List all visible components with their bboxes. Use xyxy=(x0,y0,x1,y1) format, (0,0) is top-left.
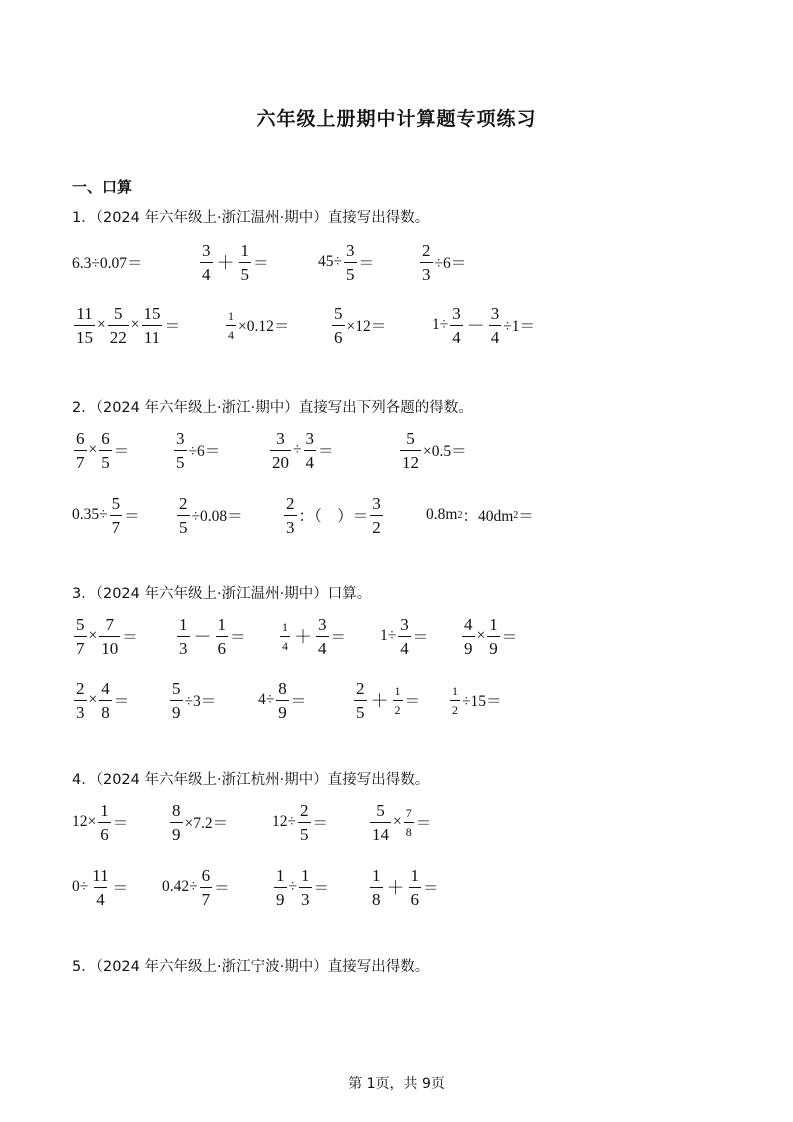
expression-row xyxy=(0,490,793,540)
expression xyxy=(175,490,243,540)
numerator: 5 xyxy=(76,614,85,634)
numerator: 2 xyxy=(422,240,431,260)
denominator: 9 xyxy=(274,887,287,908)
denominator: 4 xyxy=(316,636,329,657)
fraction xyxy=(409,867,422,908)
expression xyxy=(72,425,129,475)
expression xyxy=(72,675,129,725)
expression-text: 4÷ xyxy=(258,691,275,708)
expression xyxy=(198,237,269,287)
numerator: 3 xyxy=(305,428,315,448)
expression xyxy=(368,862,439,912)
expression-row xyxy=(0,237,793,287)
expression-text: ×7.2＝ xyxy=(184,815,229,832)
denominator: 9 xyxy=(170,700,183,721)
expression-row xyxy=(0,675,793,725)
expression-text: × xyxy=(88,691,98,708)
denominator: 4 xyxy=(398,636,411,657)
denominator: 5 xyxy=(298,822,311,843)
denominator: 12 xyxy=(400,450,421,471)
expression-text: ＝ xyxy=(112,815,129,832)
expression xyxy=(418,237,466,287)
numerator: 6 xyxy=(201,865,211,885)
numerator: 2 xyxy=(76,678,85,698)
denominator: 4 xyxy=(489,325,502,346)
expression-text: ＝ xyxy=(415,815,432,832)
fraction xyxy=(98,802,111,843)
denominator: 4 xyxy=(200,262,213,283)
numerator: 7 xyxy=(405,805,412,820)
denominator: 4 xyxy=(226,325,236,341)
fraction xyxy=(177,616,190,657)
numerator: 5 xyxy=(376,800,385,820)
expression xyxy=(72,300,180,350)
denominator: 9 xyxy=(170,822,183,843)
fraction xyxy=(226,310,236,341)
fraction xyxy=(462,616,475,657)
numerator: 7 xyxy=(105,614,114,634)
denominator: 2 xyxy=(370,515,383,536)
denominator: 6 xyxy=(409,887,422,908)
fraction xyxy=(370,495,383,536)
expression-text: × xyxy=(97,316,106,333)
expression xyxy=(258,675,306,725)
fraction xyxy=(177,495,190,536)
fraction xyxy=(344,242,357,283)
denominator: 9 xyxy=(276,700,289,721)
expression xyxy=(72,611,138,661)
expression xyxy=(272,862,329,912)
denominator: 14 xyxy=(370,822,391,843)
expression-text: ＝ xyxy=(318,443,334,460)
expression-text: ＝ xyxy=(313,880,330,897)
expression-text: ÷15＝ xyxy=(462,693,502,710)
operator: ＋ xyxy=(216,253,235,273)
denominator: 3 xyxy=(299,887,312,908)
numerator: 1 xyxy=(100,800,109,820)
expression xyxy=(380,611,428,661)
expression-text: ：（ ）＝ xyxy=(298,508,369,525)
expression xyxy=(224,300,289,350)
question-label: 1．（2024 年六年级上·浙江温州·期中）直接写出得数。 xyxy=(72,210,430,226)
fraction xyxy=(99,616,120,657)
fraction xyxy=(304,430,317,471)
expression-text: × xyxy=(393,813,402,830)
numerator: 3 xyxy=(318,614,327,634)
operator: － xyxy=(466,316,485,336)
numerator: 8 xyxy=(278,678,287,698)
operator: － xyxy=(193,627,212,647)
numerator: 5 xyxy=(406,428,415,448)
denominator: 7 xyxy=(200,887,213,908)
expression xyxy=(72,862,128,912)
numerator: 5 xyxy=(334,303,343,323)
numerator: 1 xyxy=(228,308,234,323)
expression-row xyxy=(0,611,793,661)
expression xyxy=(282,490,385,540)
numerator: 3 xyxy=(346,240,355,260)
denominator: 3 xyxy=(177,636,190,657)
expression-text: ＝ xyxy=(290,693,307,710)
expression-text: 12÷ xyxy=(272,813,297,830)
fraction xyxy=(110,495,123,536)
numerator: 6 xyxy=(101,428,110,448)
fraction xyxy=(450,305,463,346)
expression-text: ＝ xyxy=(122,629,138,646)
fraction xyxy=(239,242,252,283)
denominator: 6 xyxy=(98,822,111,843)
numerator: 1 xyxy=(301,865,310,885)
expression-text: × xyxy=(88,441,98,458)
operator: ＋ xyxy=(370,691,389,711)
expression xyxy=(352,675,420,725)
numerator: 3 xyxy=(490,303,500,323)
denominator: 7 xyxy=(110,515,123,536)
page-title: 六年级上册期中计算题专项练习 xyxy=(256,108,537,130)
expression xyxy=(426,490,534,540)
expression-text: ＝ xyxy=(112,880,129,897)
expression-text: ÷1＝ xyxy=(503,318,536,335)
numerator: 2 xyxy=(179,493,188,513)
question-label: 5．（2024 年六年级上·浙江宁波·期中）直接写出得数。 xyxy=(72,959,430,975)
expression-text: ：40dm xyxy=(462,508,514,525)
expression xyxy=(318,237,374,287)
expression-text: 1÷ xyxy=(380,627,397,644)
fraction xyxy=(420,242,433,283)
question-label: 3．（2024 年六年级上·浙江温州·期中）口算。 xyxy=(72,586,372,602)
numerator: 3 xyxy=(176,428,185,448)
numerator: 1 xyxy=(276,865,285,885)
numerator: 2 xyxy=(356,678,365,698)
numerator: 1 xyxy=(217,614,226,634)
denominator: 2 xyxy=(450,700,460,716)
fraction xyxy=(400,430,421,471)
numerator: 2 xyxy=(286,493,295,513)
fraction xyxy=(316,616,329,657)
denominator: 4 xyxy=(304,450,317,471)
numerator: 5 xyxy=(172,678,181,698)
fraction xyxy=(299,867,312,908)
denominator: 3 xyxy=(420,262,433,283)
fraction xyxy=(142,305,163,346)
numerator: 4 xyxy=(101,678,110,698)
numerator: 3 xyxy=(452,303,461,323)
numerator: 4 xyxy=(464,614,473,634)
denominator: 5 xyxy=(354,700,367,721)
expression xyxy=(172,425,220,475)
expression xyxy=(168,675,216,725)
denominator: 5 xyxy=(174,450,187,471)
denominator: 4 xyxy=(450,325,463,346)
expression-text: 6.3÷0.07＝ xyxy=(72,255,143,272)
expression xyxy=(272,797,328,847)
numerator: 3 xyxy=(276,428,285,448)
expression-text: ×12＝ xyxy=(346,318,387,335)
expression-text: ÷ xyxy=(288,878,298,895)
fraction xyxy=(354,680,367,721)
denominator: 5 xyxy=(99,450,112,471)
denominator: 4 xyxy=(280,636,290,652)
expression-text: ＝ xyxy=(404,693,421,710)
fraction xyxy=(274,867,287,908)
numerator: 5 xyxy=(114,303,123,323)
denominator: 15 xyxy=(74,325,95,346)
fraction xyxy=(74,616,87,657)
superscript: 2 xyxy=(513,509,519,521)
expression-text: ÷ xyxy=(293,441,302,458)
numerator: 11 xyxy=(76,303,93,323)
numerator: 1 xyxy=(179,614,188,634)
numerator: 3 xyxy=(372,493,381,513)
fraction xyxy=(487,616,500,657)
denominator: 5 xyxy=(239,262,252,283)
expression-text: ＝ xyxy=(113,693,130,710)
operator: ＋ xyxy=(386,878,405,898)
expression-row xyxy=(0,300,793,350)
fraction xyxy=(404,807,414,838)
expression xyxy=(72,237,143,287)
expression-text: ＝ xyxy=(253,255,269,272)
section-heading: 一、口算 xyxy=(72,178,133,196)
expression xyxy=(368,797,431,847)
fraction xyxy=(74,305,95,346)
fraction xyxy=(216,616,229,657)
expression-text: ＝ xyxy=(423,880,439,897)
fraction xyxy=(489,305,502,346)
fraction xyxy=(280,621,290,652)
numerator: 1 xyxy=(410,865,419,885)
denominator: 2 xyxy=(393,700,403,716)
question-label: 2．（2024 年六年级上·浙江·期中）直接写出下列各题的得数。 xyxy=(72,400,473,416)
expression xyxy=(268,425,334,475)
expression-text: ÷0.08＝ xyxy=(191,508,243,525)
fraction xyxy=(174,430,187,471)
denominator: 6 xyxy=(216,636,229,657)
denominator: 7 xyxy=(74,636,87,657)
denominator: 5 xyxy=(344,262,357,283)
question-label: 4．（2024 年六年级上·浙江杭州·期中）直接写出得数。 xyxy=(72,772,430,788)
fraction xyxy=(200,242,213,283)
expression-text: ＝ xyxy=(518,508,534,525)
numerator: 8 xyxy=(172,800,181,820)
expression-text: × xyxy=(476,627,486,644)
fraction xyxy=(90,867,110,908)
fraction xyxy=(370,867,383,908)
denominator: 5 xyxy=(177,515,190,536)
fraction xyxy=(284,495,297,536)
expression-row xyxy=(0,797,793,847)
denominator: 9 xyxy=(487,636,500,657)
fraction xyxy=(108,305,129,346)
expression xyxy=(432,300,535,350)
expression-text: ＝ xyxy=(113,443,130,460)
fraction xyxy=(298,802,311,843)
expression-text: ÷6＝ xyxy=(434,255,467,272)
denominator: 4 xyxy=(94,887,107,908)
expression-text: ＝ xyxy=(214,880,230,897)
denominator: 7 xyxy=(74,450,87,471)
fraction xyxy=(74,430,87,471)
expression-text: ＝ xyxy=(358,255,375,272)
denominator: 9 xyxy=(462,636,475,657)
expression xyxy=(448,675,502,725)
numerator: 1 xyxy=(489,614,498,634)
expression-text: 0.42÷ xyxy=(162,878,198,895)
expression-row xyxy=(0,425,793,475)
expression-text: ＝ xyxy=(412,629,429,646)
numerator: 11 xyxy=(92,865,109,885)
fraction xyxy=(398,616,411,657)
fraction xyxy=(370,802,391,843)
expression xyxy=(398,425,467,475)
expression-text: × xyxy=(130,316,140,333)
denominator: 8 xyxy=(404,822,414,838)
expression-text: 0÷ xyxy=(72,878,89,895)
operator: ＋ xyxy=(294,627,312,647)
expression-text: 1÷ xyxy=(432,316,449,333)
numerator: 1 xyxy=(452,683,458,698)
expression xyxy=(330,300,386,350)
denominator: 10 xyxy=(99,636,120,657)
expression xyxy=(278,611,346,661)
expression-text: ×0.12＝ xyxy=(238,318,290,335)
expression-text: ＝ xyxy=(230,629,246,646)
fraction xyxy=(99,680,112,721)
fraction xyxy=(450,685,460,716)
fraction xyxy=(276,680,289,721)
expression-row xyxy=(0,862,793,912)
numerator: 3 xyxy=(400,614,409,634)
expression-text: ÷6＝ xyxy=(188,443,221,460)
expression-text: ＝ xyxy=(164,318,181,335)
fraction xyxy=(200,867,213,908)
denominator: 8 xyxy=(370,887,383,908)
numerator: 15 xyxy=(143,303,161,323)
expression-text: 12× xyxy=(72,813,97,830)
numerator: 2 xyxy=(300,800,309,820)
expression-text: 45÷ xyxy=(318,253,343,270)
denominator: 8 xyxy=(99,700,112,721)
superscript: 2 xyxy=(457,509,463,521)
expression-text: 0.35÷ xyxy=(72,506,108,523)
expression-text: ×0.5＝ xyxy=(423,443,467,460)
expression-text: ＝ xyxy=(330,629,347,646)
denominator: 6 xyxy=(332,325,345,346)
expression xyxy=(460,611,517,661)
fraction xyxy=(270,430,291,471)
numerator: 1 xyxy=(372,865,381,885)
expression-text: ＝ xyxy=(501,629,518,646)
numerator: 1 xyxy=(394,683,401,698)
page-footer: 第 1页，共 9页 xyxy=(348,1076,445,1092)
numerator: 1 xyxy=(240,240,249,260)
fraction xyxy=(332,305,345,346)
denominator: 11 xyxy=(142,325,162,346)
fraction xyxy=(74,680,87,721)
fraction xyxy=(99,430,112,471)
expression-text: ＝ xyxy=(312,815,329,832)
numerator: 3 xyxy=(202,240,211,260)
numerator: 1 xyxy=(282,619,288,634)
expression xyxy=(162,862,230,912)
denominator: 20 xyxy=(270,450,291,471)
expression-text: ＝ xyxy=(124,508,140,525)
fraction xyxy=(393,685,403,716)
expression-text: 0.8m xyxy=(426,506,458,523)
expression xyxy=(72,797,128,847)
expression xyxy=(175,611,246,661)
numerator: 6 xyxy=(76,428,85,448)
expression xyxy=(72,490,140,540)
denominator: 3 xyxy=(74,700,87,721)
numerator: 5 xyxy=(111,493,121,513)
denominator: 22 xyxy=(108,325,129,346)
denominator: 3 xyxy=(284,515,297,536)
fraction xyxy=(170,680,183,721)
expression-text: × xyxy=(88,627,98,644)
expression-text: ÷3＝ xyxy=(184,693,217,710)
expression xyxy=(168,797,228,847)
fraction xyxy=(170,802,183,843)
